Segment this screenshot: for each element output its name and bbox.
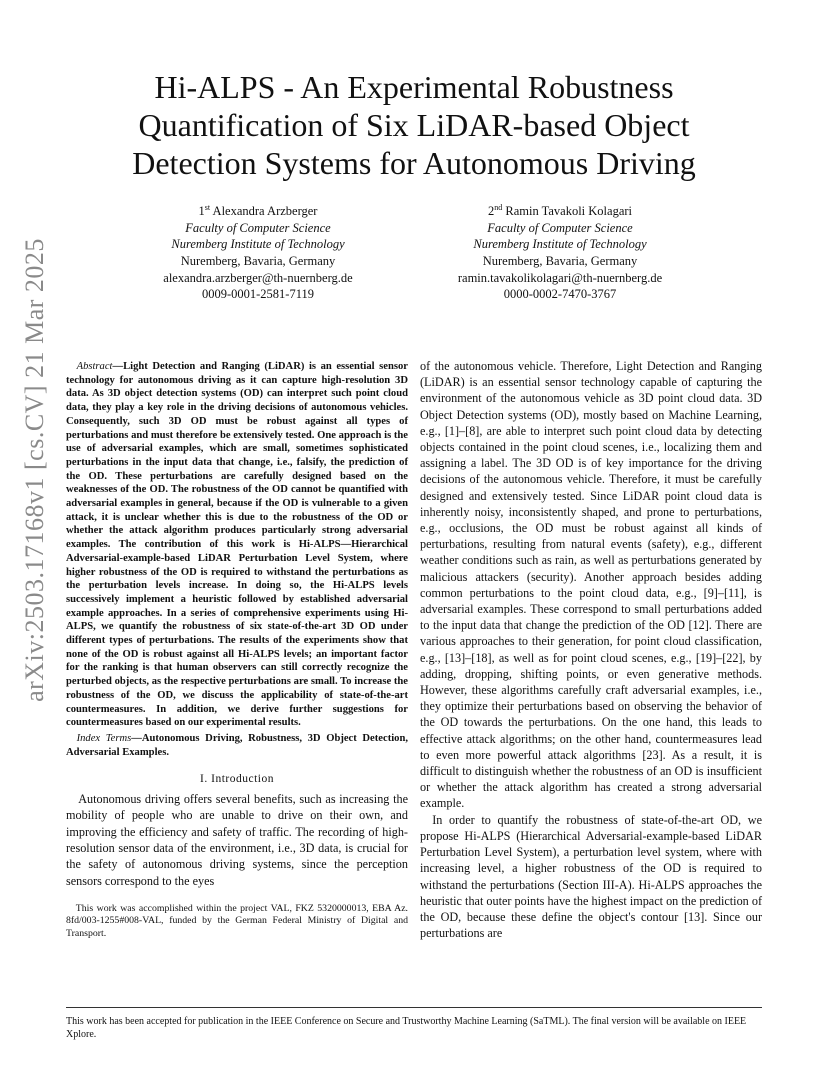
index-terms-body: —Autonomous Driving, Robustness, 3D Object Detection, Adversarial Examples. <box>66 732 408 758</box>
footer-divider <box>66 1007 762 1008</box>
author-orcid: 0009-0001-2581-7119 <box>201 287 315 302</box>
author-department: Faculty of Computer Science <box>487 220 633 235</box>
publication-note: This work has been accepted for publication in the IEEE Conference on Secure and Trustworthy Machine Learning (SaTML). The final version will be available on IEEE Xplore. <box>66 1016 747 1040</box>
abstract-label: Abstract <box>76 361 113 372</box>
author-name: Ramin Tavakoli Kolagari <box>505 204 633 219</box>
author-name-line <box>410 200 710 220</box>
author-orcid: 0000-0002-7470-3767 <box>503 287 617 302</box>
arxiv-identifier-text: arXiv:2503.17168v1 [cs.CV] 21 Mar 2025 <box>20 238 49 702</box>
funding-footnote: This work was accomplished within the project VAL, FKZ 5320000013, EBA Az. 8fd/003-1255#008-VAL, funded by the German Federal Ministry of Digital and Transport. <box>66 902 408 939</box>
author-location: Nuremberg, Bavaria, Germany <box>180 253 336 268</box>
paper-title: Hi-ALPS - An Experimental Robustness Quantification of Six LiDAR-based Object Detection Systems for Autonomous Driving <box>132 69 696 181</box>
arxiv-identifier-stamp <box>10 0 60 1072</box>
body-paragraph-1: of the autonomous vehicle. Therefore, Light Detection and Ranging (LiDAR) is an essential sensor technology capable of capturing the environment of the autonomous vehicle as 3D point cloud data. 3D Object Detection systems (OD), mostly based on Machine Learning, e.g., [1]–[8], are able to interpret such point cloud data by detecting objects contained in the point cloud scenes, i.e., localizing them and assigning a label. The 3D OD is of key importance for the driving decisions of the autonomous vehicle. Therefore, it must be carefully designed and extensively tested. Since LiDAR point cloud data is inherently noisy, inconsistently shaped, and prone to perturbations, e.g., occlusions, the OD must be robust against all kinds of perturbations, resulting from natural events (safety), e.g., different weather conditions such as rain, as well as perturbations generated by malicious attackers (security). Another approach besides adding common perturbations to the point cloud data, e.g., [9]–[11], is adversarial examples. These correspond to small perturbations added to the input data that change the prediction of the OD [12]. There are various approaches to their generation, for point cloud classification, e.g., [13]–[18], as well as for point cloud scenes, e.g., [19]–[22], by adding, dropping, shifting points, or even generative methods. However, these algorithms carefully craft adversarial examples, i.e., they optimize their perturbations based on observing the behavior of the OD towards the perturbations. On the one hand, this leads to effective attack algorithms; on the other hand, countermeasures lead to even more powerful attack algorithms [23]. As a result, it is difficult to distinguish whether the robustness of an OD is insufficient or whether the attack algorithm has created a strong adversarial example. <box>420 359 762 811</box>
author-ordinal-suffix: nd <box>494 203 503 212</box>
section-heading-introduction: I. Introduction <box>200 773 274 786</box>
author-institute: Nuremberg Institute of Technology <box>473 237 647 252</box>
author-name: Alexandra Arzberger <box>212 204 318 219</box>
author-email: alexandra.arzberger@th-nuernberg.de <box>163 270 353 285</box>
author-ordinal-suffix: st <box>204 203 211 212</box>
author-ordinal: 1 <box>198 204 205 219</box>
author-block-2 <box>410 200 710 303</box>
index-terms-label: Index Terms <box>76 732 132 744</box>
body-paragraph-2: In order to quantify the robustness of state-of-the-art OD, we propose Hi-ALPS (Hierarchical Adversarial-example-based LiDAR Perturbation Level System), a perturbation level system, where with increasing level, a higher robustness of the OD is required to withstand the perturbations (Section III-A). Hi-ALPS approaches the heuristic that outer points have the highest impact on the prediction of the OD, because these define the object's contour [13]. Since our perturbations are <box>420 812 762 941</box>
intro-paragraph: Autonomous driving offers several benefits, such as increasing the mobility of people who are unable to drive on their own, and improving the efficiency and safety of traffic. The recording of high-resolution sensor data of the environment, i.e., 3D data, is crucial for the safety of autonomous driving systems, since the perception sensors correspond to the eyes <box>66 792 408 888</box>
author-ordinal: 2 <box>487 204 495 219</box>
author-block-1 <box>108 200 408 303</box>
author-department: Faculty of Computer Science <box>185 220 331 235</box>
left-column <box>66 360 408 940</box>
author-location: Nuremberg, Bavaria, Germany <box>482 253 638 268</box>
abstract-body: —Light Detection and Ranging (LiDAR) is an essential sensor technology for autonomous driving as it can capture high-resolution 3D data. As 3D object detection systems (OD) can interpret such point cloud data, they play a key role in the driving decisions of autonomous vehicles. Consequently, such 3D OD must be robust against all types of perturbations and must therefore be extensively tested. One approach is the use of adversarial examples, which are small, sometimes sophisticated perturbations in the input data that change, i.e., falsify, the prediction of the OD. These perturbations are carefully designed based on the weaknesses of the OD. The robustness of the OD cannot be quantified with adversarial examples in general, because if the OD is vulnerable to a given attack, it is unclear whether this is due to the robustness of the OD or whether the attack algorithm produces particularly strong adversarial examples. The contribution of this work is Hi-ALPS—Hierarchical Adversarial-example-based LiDAR Perturbation Level System, where higher robustness of the OD is required to withstand the perturbations as the perturbation levels increase. In doing so, the Hi-ALPS levels successively implement a heuristic followed by established adversarial example approaches. In a series of comprehensive experiments using Hi-ALPS, we quantify the robustness of six state-of-the-art 3D OD under different types of perturbations. The results of the experiments show that none of the OD is robust against all Hi-ALPS levels; an important factor for the ranking is that human observers can still correctly recognize the perturbed objects, as the respective perturbations are small. To increase the robustness of the OD, we discuss the applicability of state-of-the-art countermeasures. In addition, we derive further suggestions for countermeasures based on our experimental results. <box>66 361 408 729</box>
author-email: ramin.tavakolikolagari@th-nuernberg.de <box>457 270 663 285</box>
abstract <box>66 360 408 730</box>
index-terms <box>66 732 408 759</box>
author-institute: Nuremberg Institute of Technology <box>171 237 345 252</box>
right-column <box>420 358 762 941</box>
author-name-line <box>108 200 408 220</box>
